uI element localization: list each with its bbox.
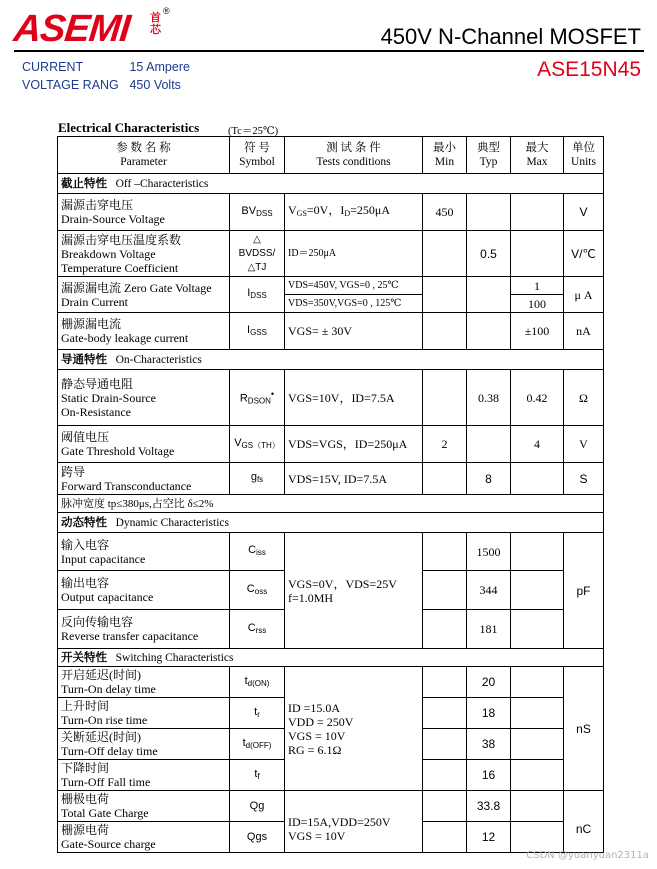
table-row-ciss [58, 533, 604, 571]
max-cell [511, 533, 564, 571]
condition-cell: VDS=VGS，ID=250μA [285, 426, 423, 463]
symbol-cell: $C_{oss}$ [230, 571, 285, 610]
param-cell: 漏源击穿电压温度系数 Breakdown Voltage Temperature Coefficient [58, 231, 230, 277]
spec-current-value: 15 Ampere [129, 60, 190, 74]
table-row-pulse-note [58, 495, 604, 513]
header-conditions: 测 试 条 件 Tests conditions [285, 137, 423, 174]
group-title: 开关特性 Switching Characteristics [58, 649, 604, 667]
symbol-cell: $I_{DSS}$ [230, 277, 285, 313]
symbol-cell: $BV_{DSS}$ [230, 194, 285, 231]
table-row-vth [58, 426, 604, 463]
param-cell: 输出电容 Output capacitance [58, 571, 230, 610]
param-cell: 阈值电压 Gate Threshold Voltage [58, 426, 230, 463]
min-cell [423, 370, 467, 426]
symbol-cell: Qg [230, 791, 285, 822]
table-row-breakdown-coefficient [58, 231, 604, 277]
header-symbol: 符 号 Symbol [230, 137, 285, 174]
symbol-cell: $t_r$ [230, 698, 285, 729]
condition-cell: $V_{GS}=0V$，$I_D=250\mu A$ [285, 194, 423, 231]
typ-cell: 12 [467, 822, 511, 853]
group-title: 动态特性 Dynamic Characteristics [58, 513, 604, 533]
section-condition: (Tc＝25℃) [228, 126, 279, 137]
spec-current [22, 60, 190, 74]
group-title: 截止特性 Off –Characteristics [58, 174, 604, 194]
unit-cell: S [564, 463, 604, 495]
param-cell: 开启延迟(时间) Turn-On delay time [58, 667, 230, 698]
typ-cell [467, 313, 511, 350]
table-row-td-on [58, 667, 604, 698]
typ-cell [467, 426, 511, 463]
min-cell [423, 698, 467, 729]
condition-cell: ID＝250μA [285, 231, 423, 277]
unit-cell: nC [564, 791, 604, 853]
header-parameter: 参 数 名 称 Parameter [58, 137, 230, 174]
param-cell: 漏源击穿电压 Drain-Source Voltage [58, 194, 230, 231]
asemi-logo: ASEMI [11, 8, 132, 50]
min-cell [423, 760, 467, 791]
typ-cell: 16 [467, 760, 511, 791]
symbol-cell: $I_{GSS}$ [230, 313, 285, 350]
header-max: 最大 Max [511, 137, 564, 174]
max-cell [511, 194, 564, 231]
group-switching-characteristics [58, 649, 604, 667]
typ-cell: 181 [467, 610, 511, 649]
condition-cell: VDS=450V, VGS=0 , 25℃ [285, 277, 423, 295]
unit-cell: Ω [564, 370, 604, 426]
typ-cell: 38 [467, 729, 511, 760]
spec-voltage-value: 450 Volts [129, 78, 181, 92]
param-cell: 上升时间 Turn-On rise time [58, 698, 230, 729]
electrical-characteristics-table [57, 136, 604, 853]
symbol-cell: △ BVDSS/ △TJ [230, 231, 285, 277]
min-cell [423, 610, 467, 649]
min-cell: 2 [423, 426, 467, 463]
registered-mark: ® [163, 6, 170, 16]
typ-cell: 18 [467, 698, 511, 729]
min-cell [423, 791, 467, 822]
condition-cell: VGS= ± 30V [285, 313, 423, 350]
min-cell [423, 533, 467, 571]
spec-voltage-label: VOLTAGE RANG [22, 78, 119, 92]
table-row-gfs [58, 463, 604, 495]
header-typ: 典型 Typ [467, 137, 511, 174]
max-cell [511, 698, 564, 729]
table-row-qg [58, 791, 604, 822]
symbol-cell: $R_{DSON}^•$ [230, 370, 285, 426]
table-row-bvdss [58, 194, 604, 231]
group-on-characteristics [58, 350, 604, 370]
typ-cell [467, 277, 511, 313]
min-cell [423, 571, 467, 610]
typ-cell: 20 [467, 667, 511, 698]
condition-cell: VGS=10V，ID=7.5A [285, 370, 423, 426]
min-cell [423, 463, 467, 495]
max-cell [511, 463, 564, 495]
param-cell: 静态导通电阻 Static Drain-Source On-Resistance [58, 370, 230, 426]
typ-cell: 0.38 [467, 370, 511, 426]
typ-cell: 344 [467, 571, 511, 610]
condition-cell: VDS=350V,VGS=0 , 125℃ [285, 295, 423, 313]
param-cell: 栅源电荷 Gate-Source charge [58, 822, 230, 853]
symbol-cell: $t_f$ [230, 760, 285, 791]
header-units: 单位 Units [564, 137, 604, 174]
condition-cell: VGS=0V，VDS=25V f=1.0MH [285, 533, 423, 649]
param-cell: 下降时间 Turn-Off Fall time [58, 760, 230, 791]
unit-cell: V/℃ [564, 231, 604, 277]
watermark: CSDN @yuanyuan2311a [526, 850, 649, 861]
max-cell [511, 729, 564, 760]
unit-cell: nS [564, 667, 604, 791]
group-off-characteristics [58, 174, 604, 194]
spec-current-label: CURRENT [22, 60, 84, 74]
max-cell: 100 [511, 295, 564, 313]
logo-chinese-mark: 首芯 [150, 11, 161, 36]
max-cell: 4 [511, 426, 564, 463]
max-cell [511, 791, 564, 822]
param-cell: 栅源漏电流 Gate-body leakage current [58, 313, 230, 350]
unit-cell: V [564, 194, 604, 231]
header-min: 最小 Min [423, 137, 467, 174]
group-dynamic-characteristics [58, 513, 604, 533]
unit-cell: nA [564, 313, 604, 350]
min-cell: 450 [423, 194, 467, 231]
symbol-cell: $g_{fs}$ [230, 463, 285, 495]
min-cell [423, 313, 467, 350]
max-cell [511, 822, 564, 853]
header-divider [14, 50, 644, 52]
symbol-cell: Qgs [230, 822, 285, 853]
typ-cell: 1500 [467, 533, 511, 571]
max-cell [511, 571, 564, 610]
min-cell [423, 729, 467, 760]
condition-cell: ID=15A,VDD=250V VGS = 10V [285, 791, 423, 853]
param-cell: 关断延迟(时间) Turn-Off delay time [58, 729, 230, 760]
max-cell: ±100 [511, 313, 564, 350]
max-cell: 1 [511, 277, 564, 295]
section-title: Electrical Characteristics [58, 120, 200, 135]
symbol-cell: $V_{GS(TH)}$ [230, 426, 285, 463]
max-cell [511, 231, 564, 277]
group-title: 导通特性 On-Characteristics [58, 350, 604, 370]
typ-cell: 33.8 [467, 791, 511, 822]
max-cell [511, 667, 564, 698]
symbol-cell: $C_{iss}$ [230, 533, 285, 571]
typ-cell: 0.5 [467, 231, 511, 277]
param-cell: 跨导 Forward Transconductance [58, 463, 230, 495]
min-cell [423, 822, 467, 853]
table-row-igss [58, 313, 604, 350]
unit-cell: μ A [564, 277, 604, 313]
table-row-rdson [58, 370, 604, 426]
product-title: 450V N-Channel MOSFET [380, 24, 641, 49]
min-cell [423, 667, 467, 698]
unit-cell: pF [564, 533, 604, 649]
unit-cell: V [564, 426, 604, 463]
max-cell [511, 760, 564, 791]
condition-cell: VDS=15V, ID=7.5A [285, 463, 423, 495]
spec-voltage [22, 78, 181, 92]
typ-cell: 8 [467, 463, 511, 495]
min-cell [423, 277, 467, 313]
pulse-note: 脉冲宽度 tp≤380μs,占空比 δ≤2% [58, 495, 604, 513]
param-cell: 栅极电荷 Total Gate Charge [58, 791, 230, 822]
symbol-cell: $t_{d(ON)}$ [230, 667, 285, 698]
symbol-cell: $t_{d(OFF)}$ [230, 729, 285, 760]
param-cell: 反向传输电容 Reverse transfer capacitance [58, 610, 230, 649]
table-header-row [58, 137, 604, 174]
part-number: ASE15N45 [537, 58, 641, 81]
param-cell: 漏源漏电流 Zero Gate Voltage Drain Current [58, 277, 230, 313]
symbol-cell: $C_{rss}$ [230, 610, 285, 649]
max-cell: 0.42 [511, 370, 564, 426]
param-cell: 输入电容 Input capacitance [58, 533, 230, 571]
min-cell [423, 231, 467, 277]
typ-cell [467, 194, 511, 231]
max-cell [511, 610, 564, 649]
condition-cell: ID =15.0A VDD = 250V VGS = 10V RG = 6.1Ω [285, 667, 423, 791]
table-row-idss [58, 277, 604, 295]
